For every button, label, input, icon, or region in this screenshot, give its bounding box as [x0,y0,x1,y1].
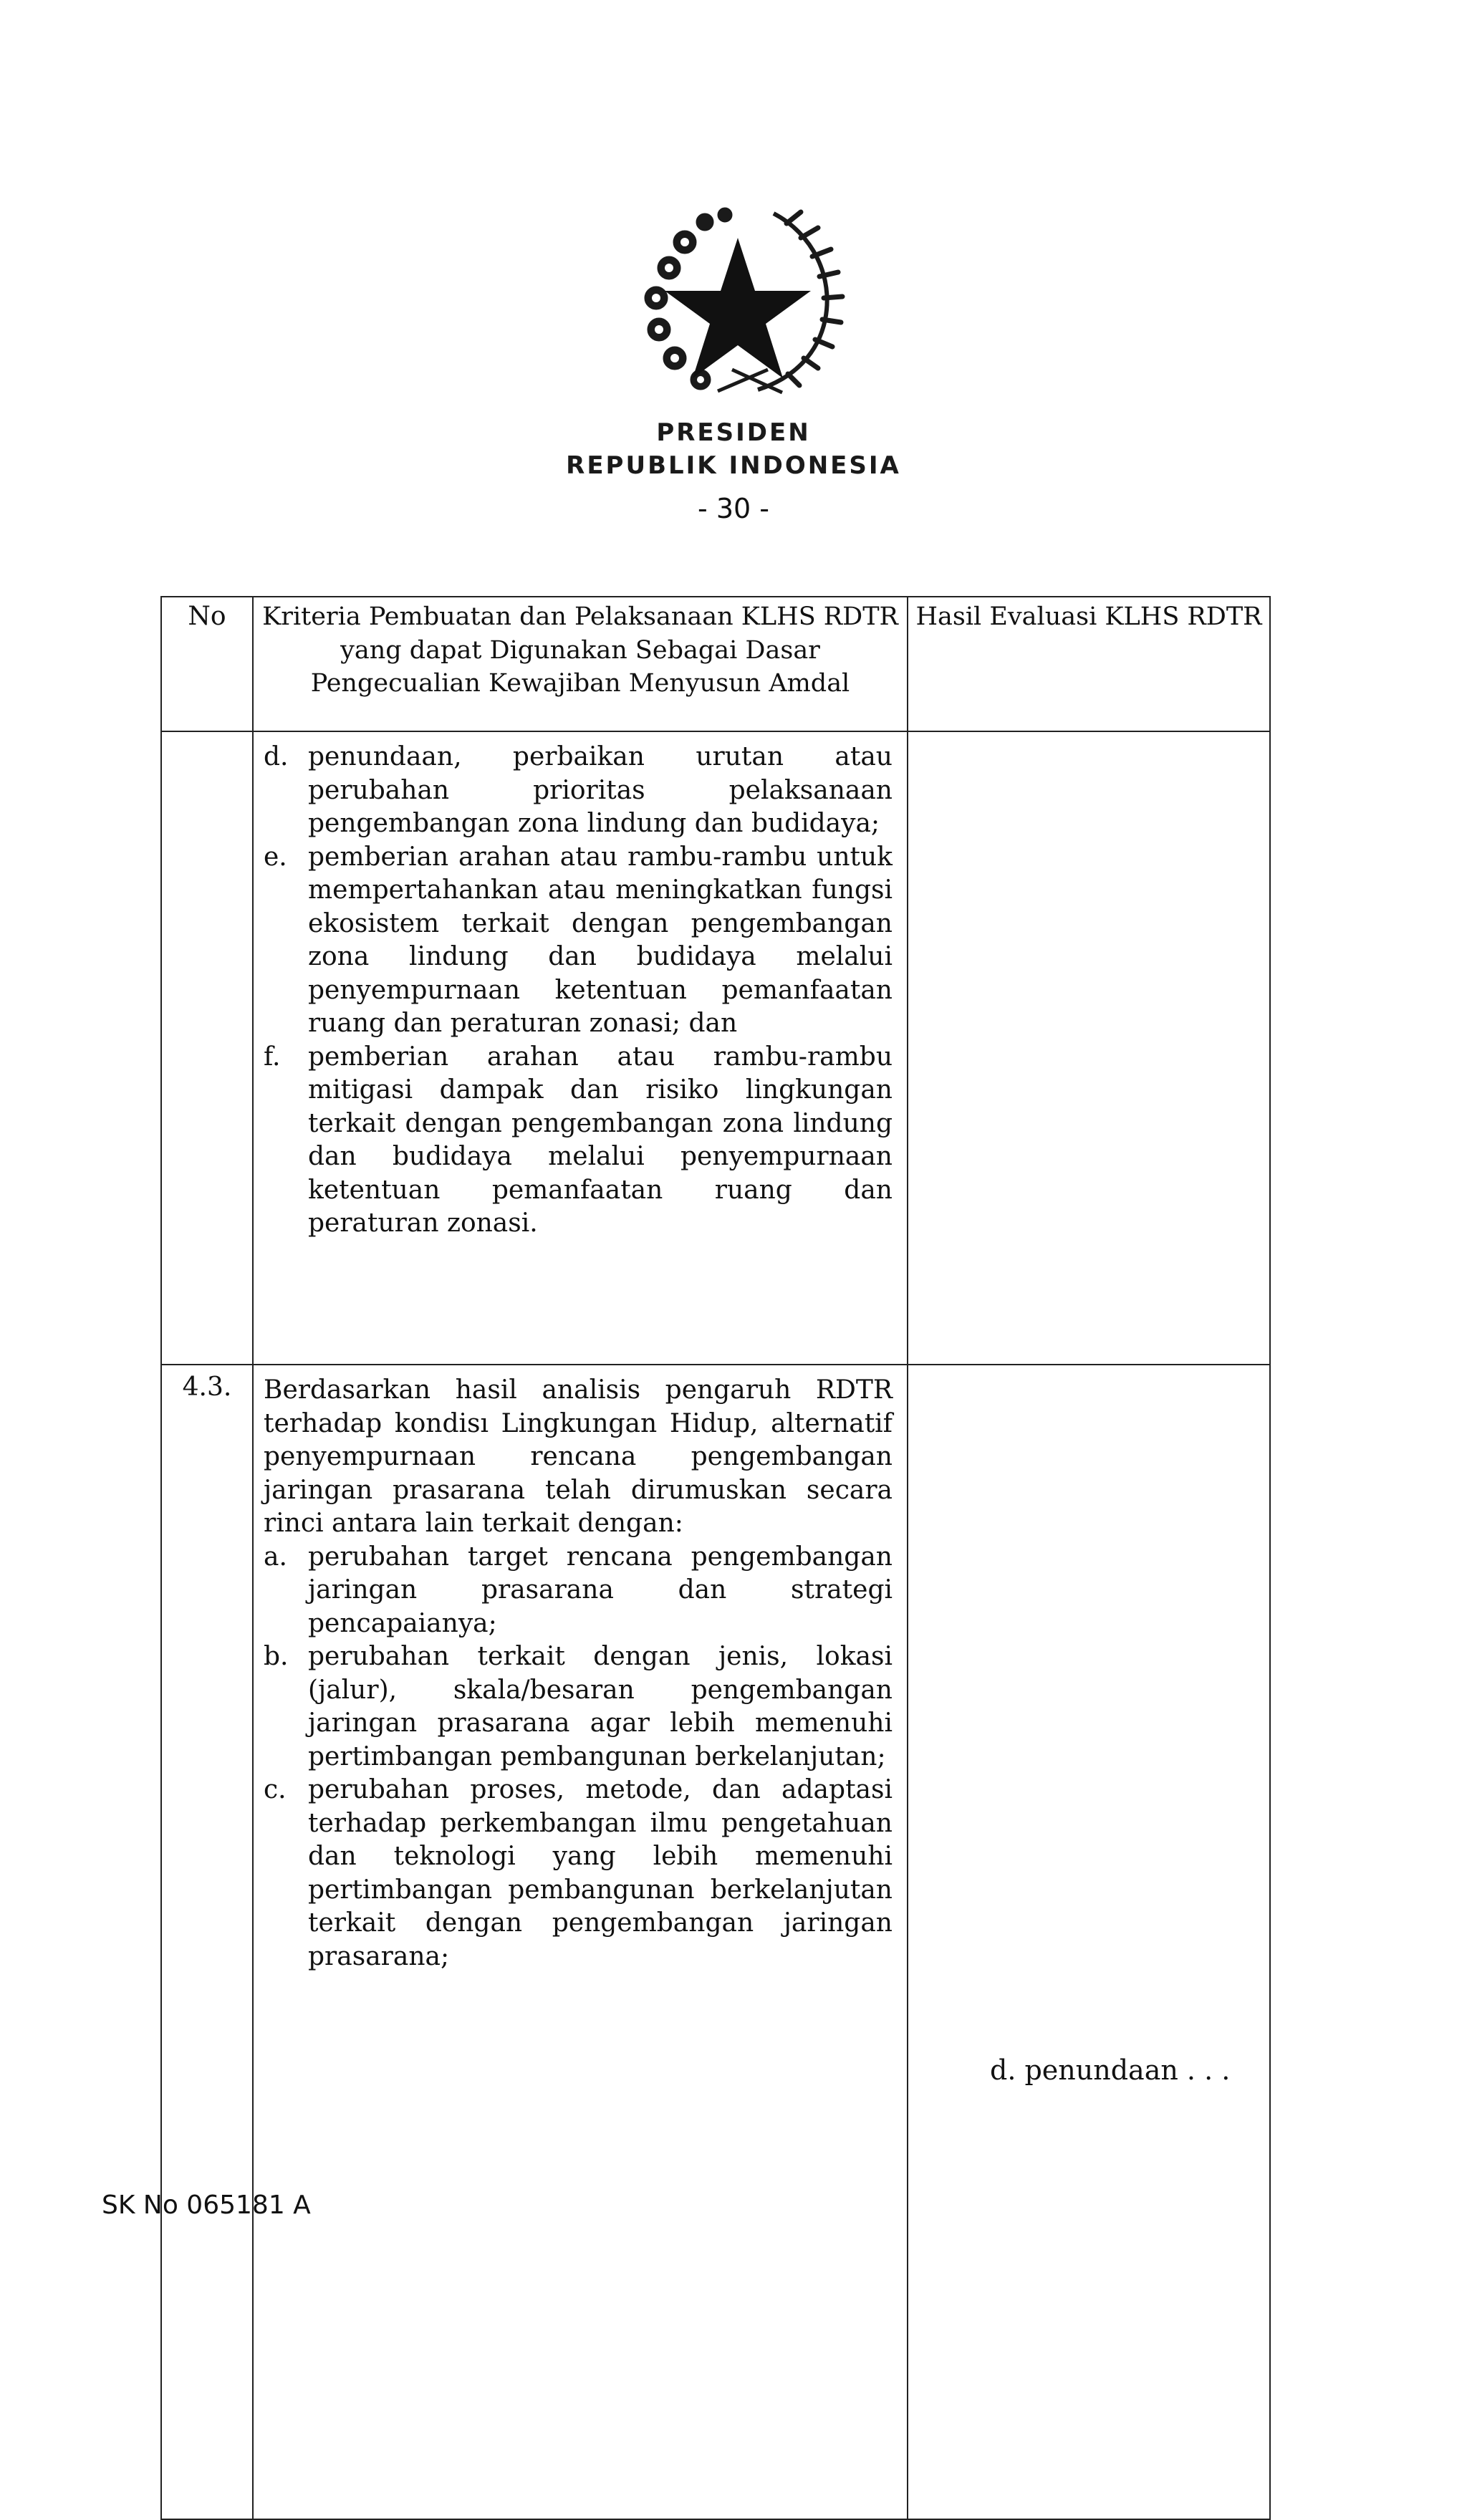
header-no: No [161,597,253,731]
next-page-catchword: d. penundaan . . . [990,2054,1231,2086]
table-row [161,731,1270,1365]
list-item [264,1041,893,1241]
list-item [264,1541,893,1641]
list-item-label: a. [264,1542,287,1572]
header-republik: REPUBLIK INDONESIA [566,451,901,480]
list-item-text: perubahan proses, metode, dan adaptasi terhadap perkembangan ilmu pengetahuan dan teknologi yang lebih memenuhi pertimbangan pembangunan berkelanjutan terkait dengan pengembangan jaringan prasarana; [308,1775,893,1971]
table-header-row [161,597,1270,731]
row-43-hasil [908,1365,1270,2519]
list-item-text: perubahan terkait dengan jenis, lokasi (jalur), skala/besaran pengembangan jaringan prasarana agar lebih memenuhi pertimbangan pembangunan berkelanjutan; [308,1642,893,1771]
list-item-text: perubahan target rencana pengembangan jaringan prasarana dan strategi pencapaianya; [308,1542,893,1638]
table-row [161,1365,1270,2519]
list-item-label: f. [264,1042,281,1072]
row-cont-hasil [908,731,1270,1365]
list-item-text: penundaan, perbaikan urutan atau perubahan prioritas pelaksanaan pengembangan zona lindung dan budidaya; [308,742,893,838]
list-item [264,1640,893,1774]
list-item-text: pemberian arahan atau rambu-rambu mitigasi dampak dan risiko lingkungan terkait dengan pengembangan zona lindung dan budidaya melalui penyempurnaan ketentuan pemanfaatan ruang dan peraturan zonasi. [308,1042,893,1238]
row-43-no: 4.3. [161,1365,253,2519]
header-kriteria: Kriteria Pembuatan dan Pelaksanaan KLHS RDTR yang dapat Digunakan Sebagai Dasar Pengecualian Kewajiban Menyusun Amdal [253,597,908,731]
header-presiden: PRESIDEN [656,418,811,447]
list-item-label: b. [264,1642,289,1671]
list-item [264,841,893,1041]
list-item [264,741,893,841]
list-item-label: e. [264,842,287,872]
page-number: - 30 - [698,493,769,524]
row-cont-kriteria [253,731,908,1365]
list-item-label: d. [264,742,289,771]
header-hasil: Hasil Evaluasi KLHS RDTR [908,597,1270,731]
sk-number: SK No 065181 A [102,2190,311,2220]
evaluation-table [160,596,1271,2520]
list-item-text: pemberian arahan atau rambu-rambu untuk mempertahankan atau meningkatkan fungsi ekosistem terkait dengan pengembangan zona lindung dan budidaya melalui penyempurnaan ketentuan pemanfaatan ruang dan peraturan zonasi; dan [308,842,893,1038]
list-item [264,1774,893,1973]
row-43-kriteria [253,1365,908,2519]
row-43-intro: Berdasarkan hasil analisis pengaruh RDTR terhadap kondisı Lingkungan Hidup, alternatif penyempurnaan rencana pengembangan jaringan prasarana telah dirumuskan secara rinci antara lain terkait dengan: [264,1375,893,1538]
row-cont-no [161,731,253,1365]
presiden-emblem-icon [625,198,848,405]
list-item-label: c. [264,1775,287,1804]
